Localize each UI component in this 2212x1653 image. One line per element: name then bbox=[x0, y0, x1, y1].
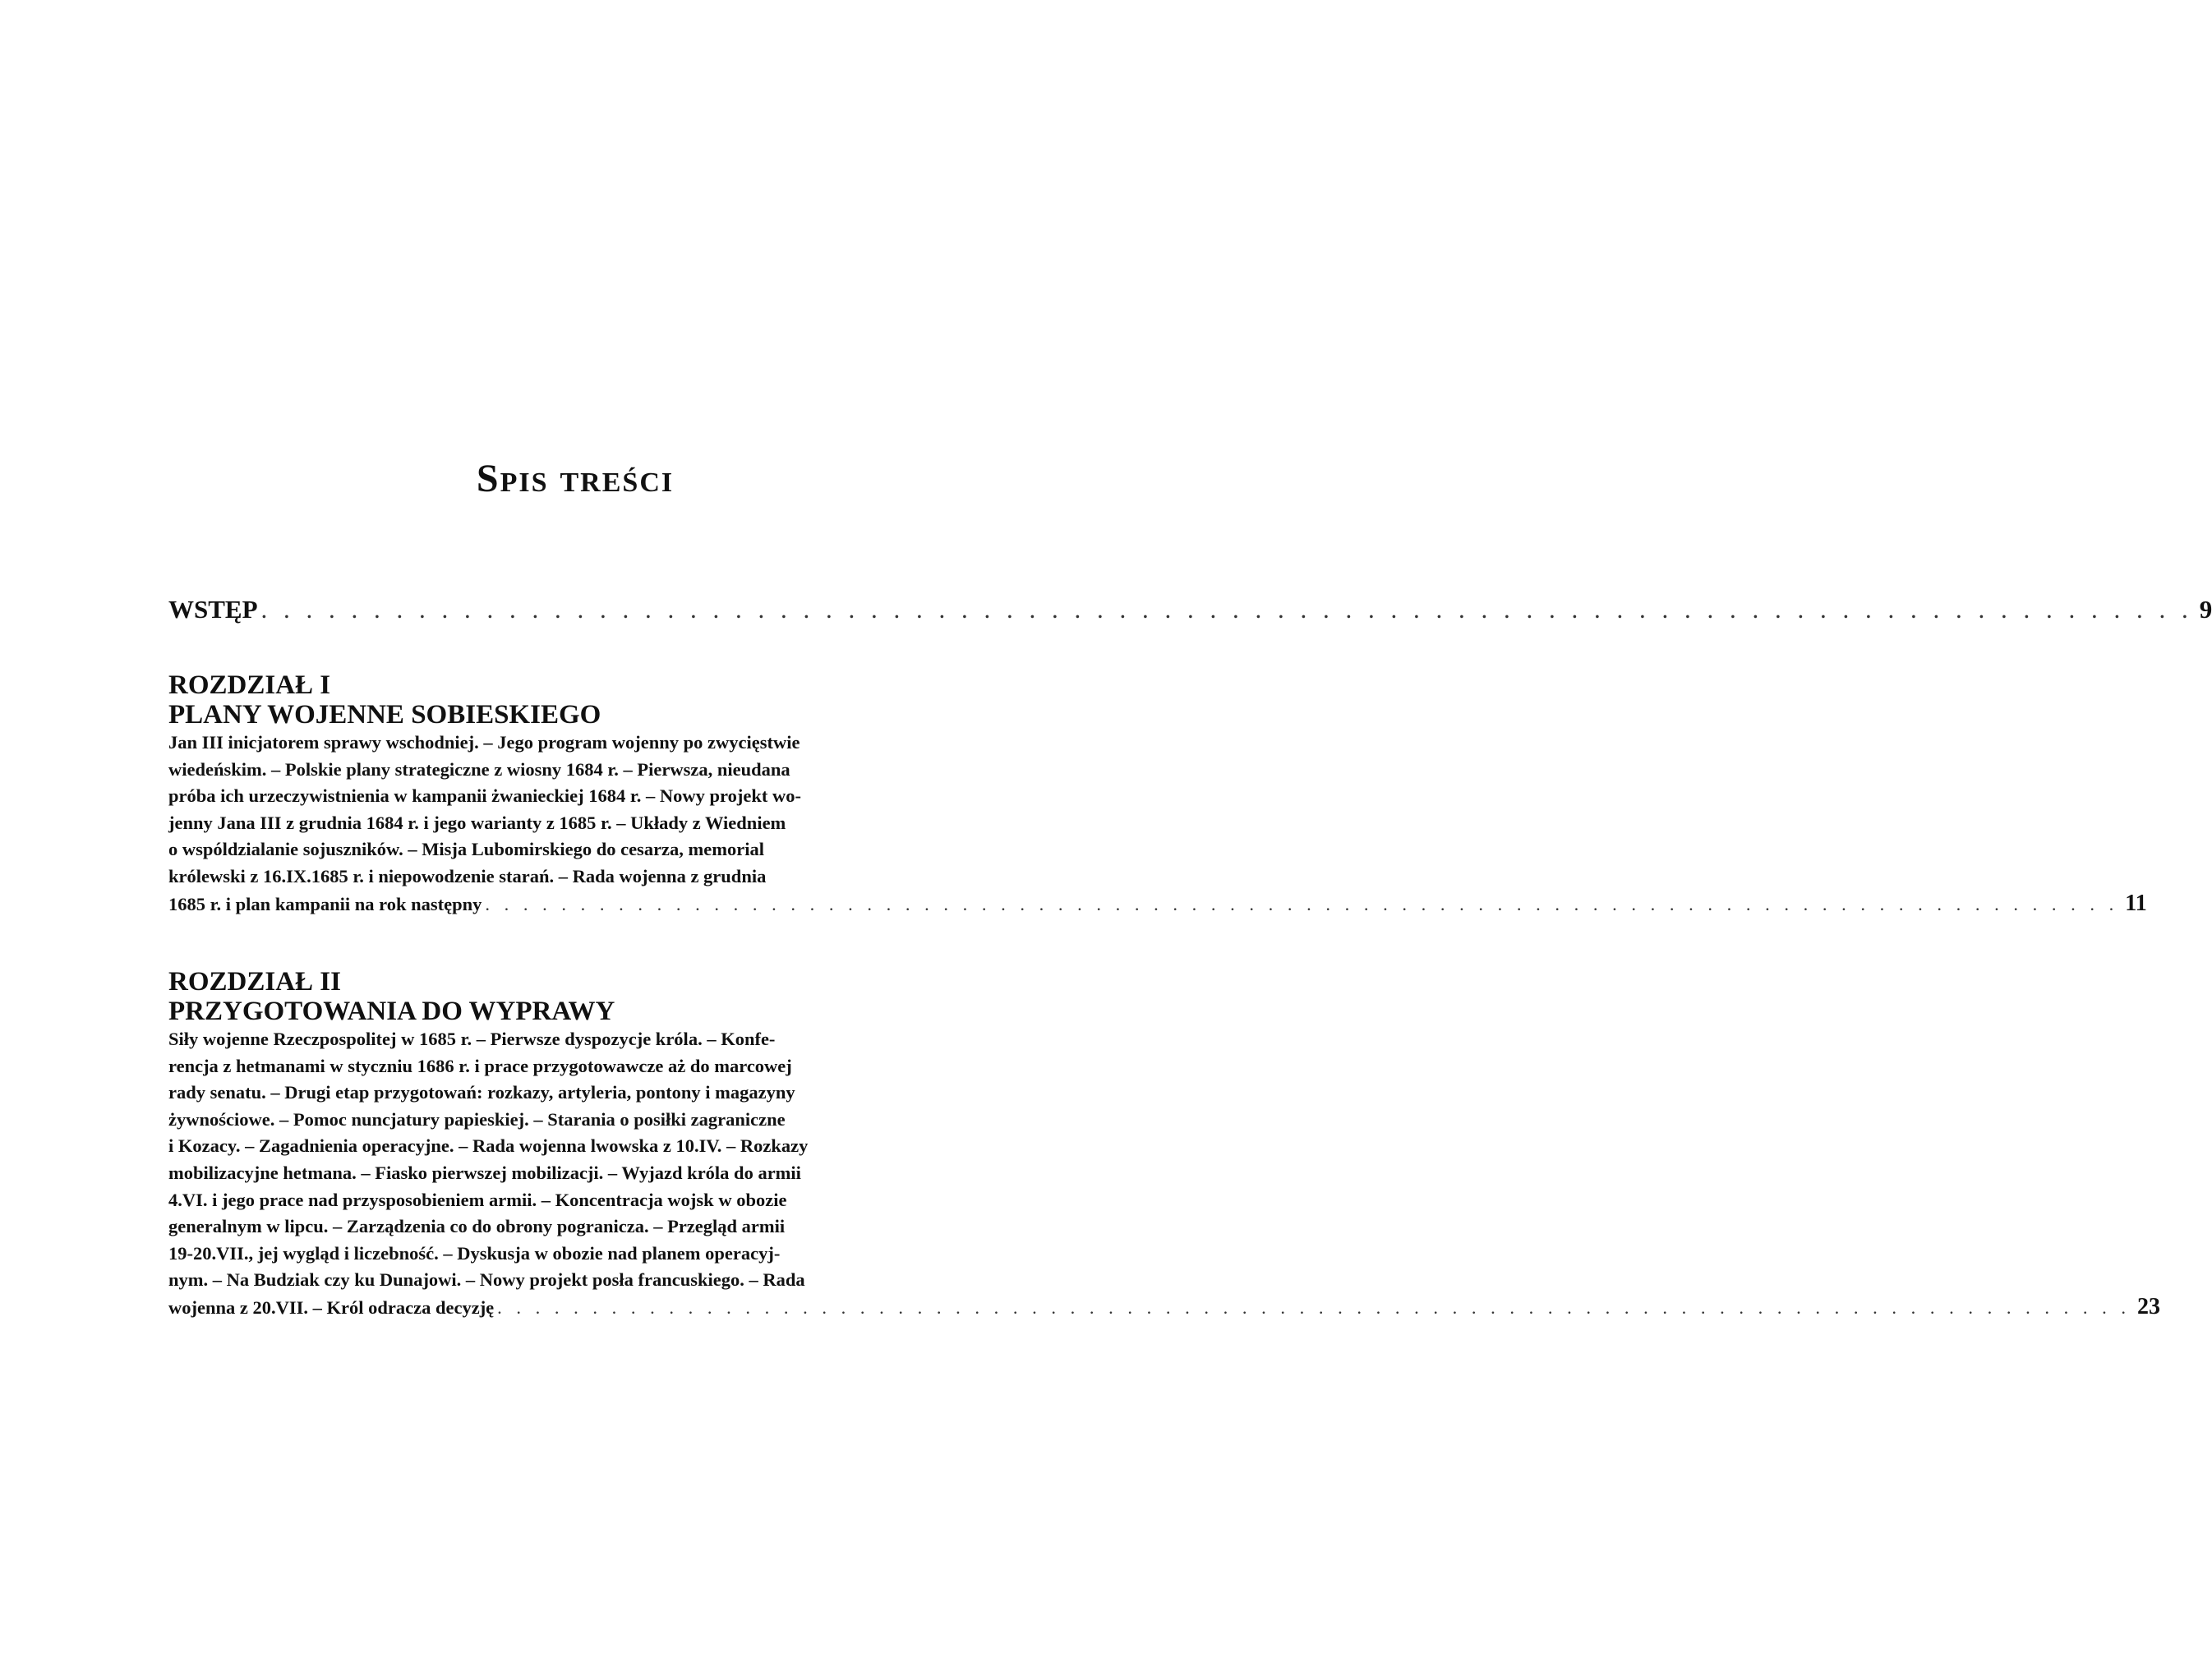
description-line: jenny Jana III z grudnia 1684 r. i jego warianty z 1685 r. – Układy z Wiedniem bbox=[168, 812, 786, 833]
dot-leader: . . . . . . . . . . . . . . . . . . . . . . . . . . . . . . . . . . . . . . . . . . . . . . . . . . . . . . . . . . . . . . . . . . . . . . . . . . . . . . . . . . . . . . bbox=[497, 1296, 2131, 1318]
chapter-title: PLANY WOJENNE SOBIESKIEGO bbox=[168, 700, 601, 730]
toc-entry-intro[interactable] bbox=[168, 593, 2212, 626]
description-line: próba ich urzeczywistnienia w kampanii żwanieckiej 1684 r. – Nowy projekt wo- bbox=[168, 785, 801, 807]
chapter-description bbox=[168, 1026, 937, 1294]
toc-entry-label: WSTĘP bbox=[168, 595, 258, 624]
page-title: Spis treści bbox=[476, 457, 675, 500]
description-line: mobilizacyjne hetmana. – Fiasko pierwszej mobilizacji. – Wyjazd króla do armii bbox=[168, 1162, 801, 1183]
toc-entry-chapter-1[interactable] bbox=[168, 670, 2147, 918]
description-line: rencja z hetmanami w styczniu 1686 r. i prace przygotowawcze aż do marcowej bbox=[168, 1055, 792, 1076]
dot-leader: . . . . . . . . . . . . . . . . . . . . . . . . . . . . . . . . . . . . . . . . . . . . . . . . . . . . . . . . . . . . . . . . . . . . . . . . . . . . . . . . . . . . . . bbox=[260, 595, 2193, 624]
description-line: 19-20.VII., jej wygląd i liczebność. – Dyskusja w obozie nad planem operacyj- bbox=[168, 1242, 781, 1264]
chapter-description bbox=[168, 730, 937, 891]
page-number: 23 bbox=[2137, 1293, 2161, 1319]
page-number: 11 bbox=[2125, 890, 2147, 916]
description-line: o wspóldzialanie sojuszników. – Misja Lubomirskiego do cesarza, memorial bbox=[168, 839, 764, 860]
description-line: nym. – Na Budziak czy ku Dunajowi. – Nowy projekt posła francuskiego. – Rada bbox=[168, 1269, 805, 1291]
description-line: wiedeńskim. – Polskie plany strategiczne z wiosny 1684 r. – Pierwsza, nieudana bbox=[168, 758, 790, 780]
description-line: 4.VI. i jego prace nad przysposobieniem armii. – Koncentracja wojsk w obozie bbox=[168, 1189, 787, 1210]
description-line: rady senatu. – Drugi etap przygotowań: rozkazy, artyleria, pontony i magazyny bbox=[168, 1082, 795, 1103]
description-line: Jan III inicjatorem sprawy wschodniej. – Jego program wojenny po zwycięstwie bbox=[168, 732, 800, 753]
description-line: Siły wojenne Rzeczpospolitej w 1685 r. – Pierwsze dyspozycje króla. – Konfe- bbox=[168, 1029, 776, 1049]
chapter-title: PRZYGOTOWANIA DO WYPRAWY bbox=[168, 997, 615, 1026]
chapter-number: ROZDZIAŁ I bbox=[168, 670, 331, 700]
description-line: żywnościowe. – Pomoc nuncjatury papieskiej. – Starania o posiłki zagraniczne bbox=[168, 1108, 786, 1130]
page-number: 9 bbox=[2199, 595, 2212, 624]
description-line: królewski z 16.IX.1685 r. i niepowodzenie starań. – Rada wojenna z grudnia bbox=[168, 865, 767, 886]
dot-leader: . . . . . . . . . . . . . . . . . . . . . . . . . . . . . . . . . . . . . . . . . . . . . . . . . . . . . . . . . . . . . . . . . . . . . . . . . . . . . . . . . . . . . . bbox=[485, 893, 2119, 914]
description-line: generalnym w lipcu. – Zarządzenia co do obrony pogranicza. – Przegląd armii bbox=[168, 1216, 786, 1237]
description-line: 1685 r. i plan kampanii na rok następny bbox=[168, 893, 482, 914]
chapter-number: ROZDZIAŁ II bbox=[168, 967, 341, 997]
toc-entry-chapter-2[interactable] bbox=[168, 967, 2161, 1322]
description-line: i Kozacy. – Zagadnienia operacyjne. – Rada wojenna lwowska z 10.IV. – Rozkazy bbox=[168, 1135, 809, 1157]
description-line: wojenna z 20.VII. – Król odracza decyzję bbox=[168, 1296, 495, 1318]
